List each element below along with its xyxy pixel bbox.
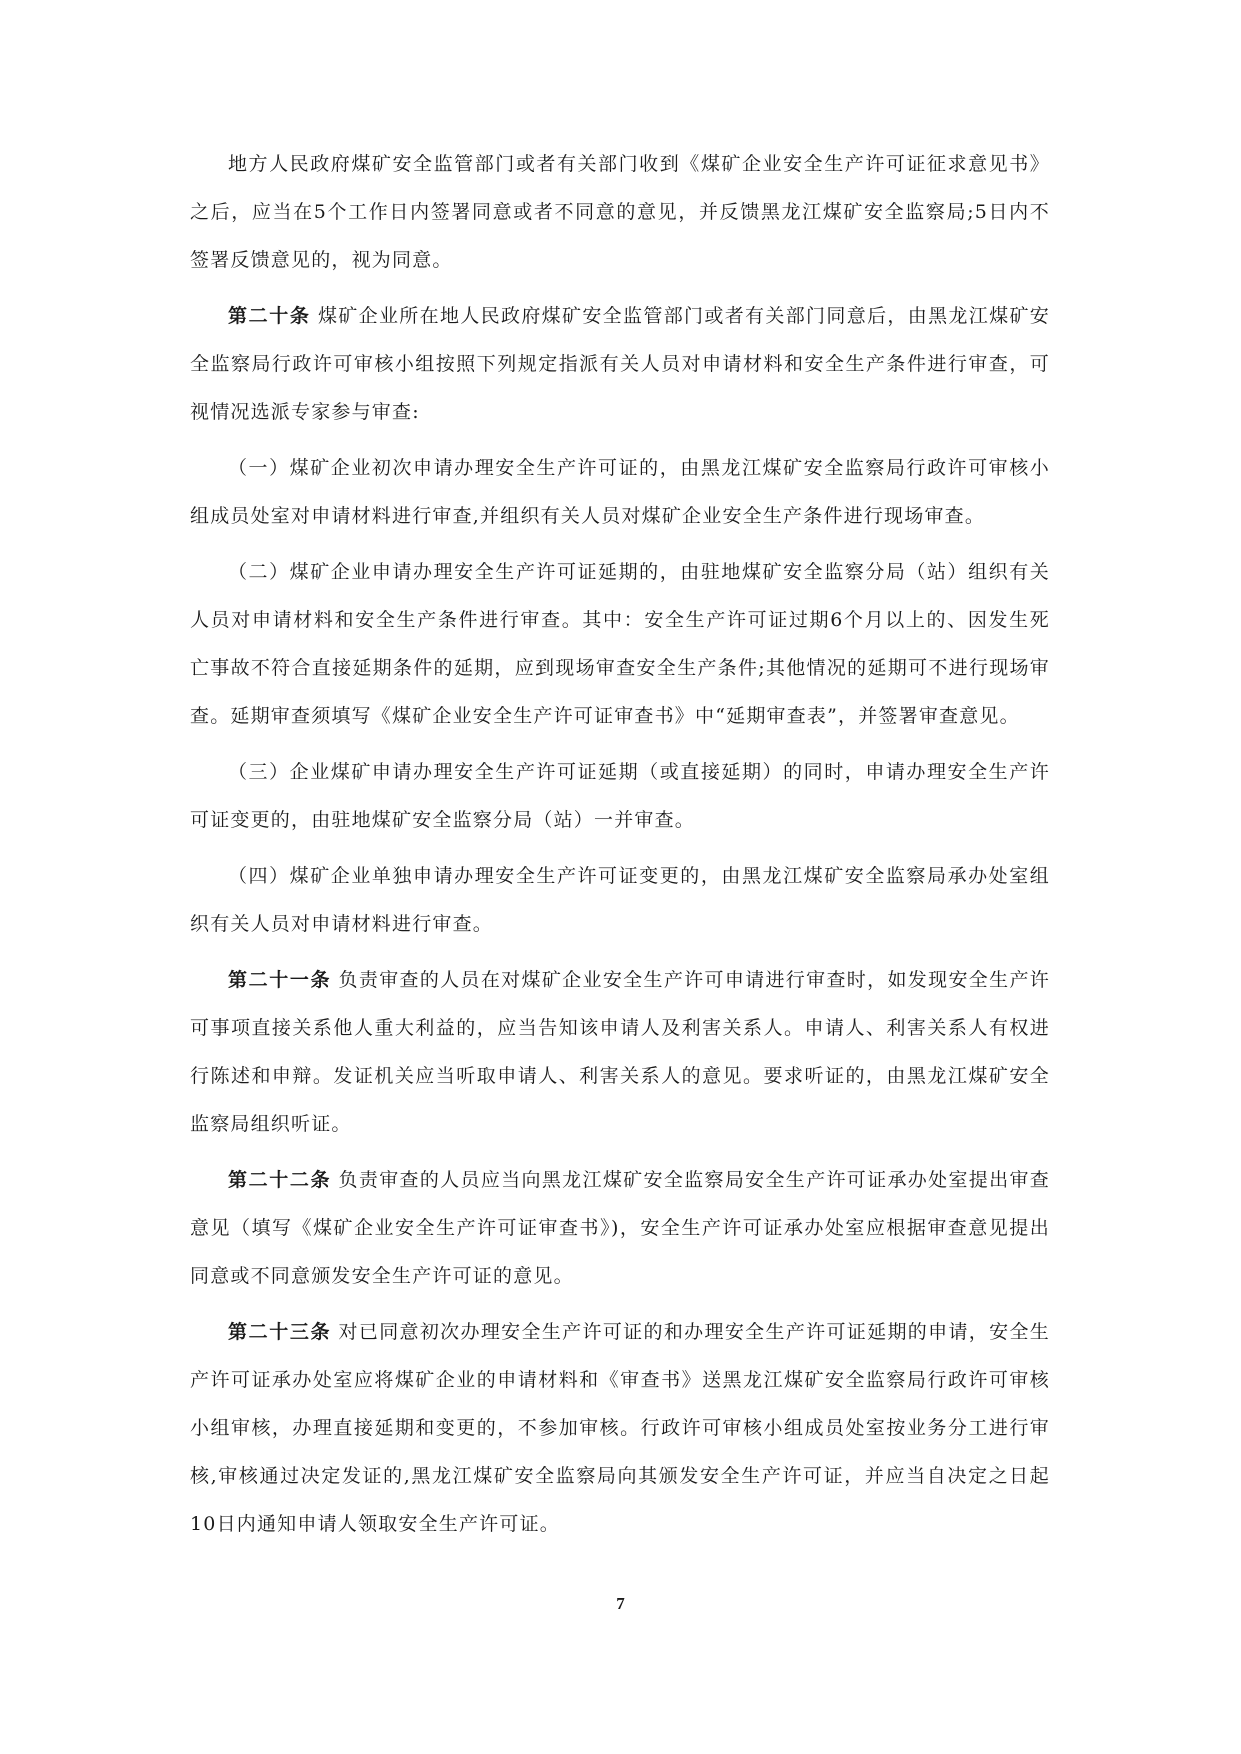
paragraph-text: 负责审查的人员在对煤矿企业安全生产许可申请进行审查时，如发现安全生产许可事项直接关系他人重大利益的，应当告知该申请人及利害关系人。申请人、利害关系人有权进行陈述和申辩。发证机关应当听取申请人、利害关系人的意见。要求听证的，由黑龙江煤矿安全监察局组织听证。 [190,969,1050,1135]
paragraph-article-20 [190,292,1050,436]
paragraph-item-3 [190,748,1050,844]
paragraph-item-4 [190,852,1050,948]
article-label: 第二十条 [228,305,311,327]
paragraph-article-22 [190,1156,1050,1300]
article-label: 第二十三条 [228,1321,332,1343]
paragraph-item-1 [190,444,1050,540]
paragraph-text: （二）煤矿企业申请办理安全生产许可证延期的，由驻地煤矿安全监察分局（站）组织有关人员对申请材料和安全生产条件进行审查。其中：安全生产许可证过期6个月以上的、因发生死亡事故不符合直接延期条件的延期，应到现场审查安全生产条件;其他情况的延期可不进行现场审查。延期审查须填写《煤矿企业安全生产许可证审查书》中“延期审查表”，并签署审查意见。 [190,561,1050,727]
paragraph-text: （四）煤矿企业单独申请办理安全生产许可证变更的，由黑龙江煤矿安全监察局承办处室组织有关人员对申请材料进行审查。 [190,865,1050,935]
paragraph-text: （三）企业煤矿申请办理安全生产许可证延期（或直接延期）的同时，申请办理安全生产许可证变更的，由驻地煤矿安全监察分局（站）一并审查。 [190,761,1050,831]
paragraph-text: 地方人民政府煤矿安全监管部门或者有关部门收到《煤矿企业安全生产许可证征求意见书》之后，应当在5个工作日内签署同意或者不同意的意见，并反馈黑龙江煤矿安全监察局;5日内不签署反馈意见的，视为同意。 [190,153,1050,271]
paragraph-article-23 [190,1308,1050,1548]
document-body [190,140,1050,1556]
article-label: 第二十一条 [228,969,332,991]
paragraph-item-2 [190,548,1050,740]
paragraph-article-21 [190,956,1050,1148]
article-label: 第二十二条 [228,1169,332,1191]
page-number: 7 [616,1594,625,1613]
paragraph-0 [190,140,1050,284]
paragraph-text: 负责审查的人员应当向黑龙江煤矿安全监察局安全生产许可证承办处室提出审查意见（填写《煤矿企业安全生产许可证审查书》)，安全生产许可证承办处室应根据审查意见提出同意或不同意颁发安全生产许可证的意见。 [190,1169,1050,1287]
paragraph-text: 煤矿企业所在地人民政府煤矿安全监管部门或者有关部门同意后，由黑龙江煤矿安全监察局行政许可审核小组按照下列规定指派有关人员对申请材料和安全生产条件进行审查，可视情况选派专家参与审查: [190,305,1050,423]
paragraph-text: （一）煤矿企业初次申请办理安全生产许可证的，由黑龙江煤矿安全监察局行政许可审核小组成员处室对申请材料进行审查,并组织有关人员对煤矿企业安全生产条件进行现场审查。 [190,457,1050,527]
paragraph-text: 对已同意初次办理安全生产许可证的和办理安全生产许可证延期的申请，安全生产许可证承办处室应将煤矿企业的申请材料和《审查书》送黑龙江煤矿安全监察局行政许可审核小组审核，办理直接延期和变更的，不参加审核。行政许可审核小组成员处室按业务分工进行审核,审核通过决定发证的,黑龙江煤矿安全监察局向其颁发安全生产许可证，并应当自决定之日起10日内通知申请人领取安全生产许可证。 [190,1321,1050,1535]
